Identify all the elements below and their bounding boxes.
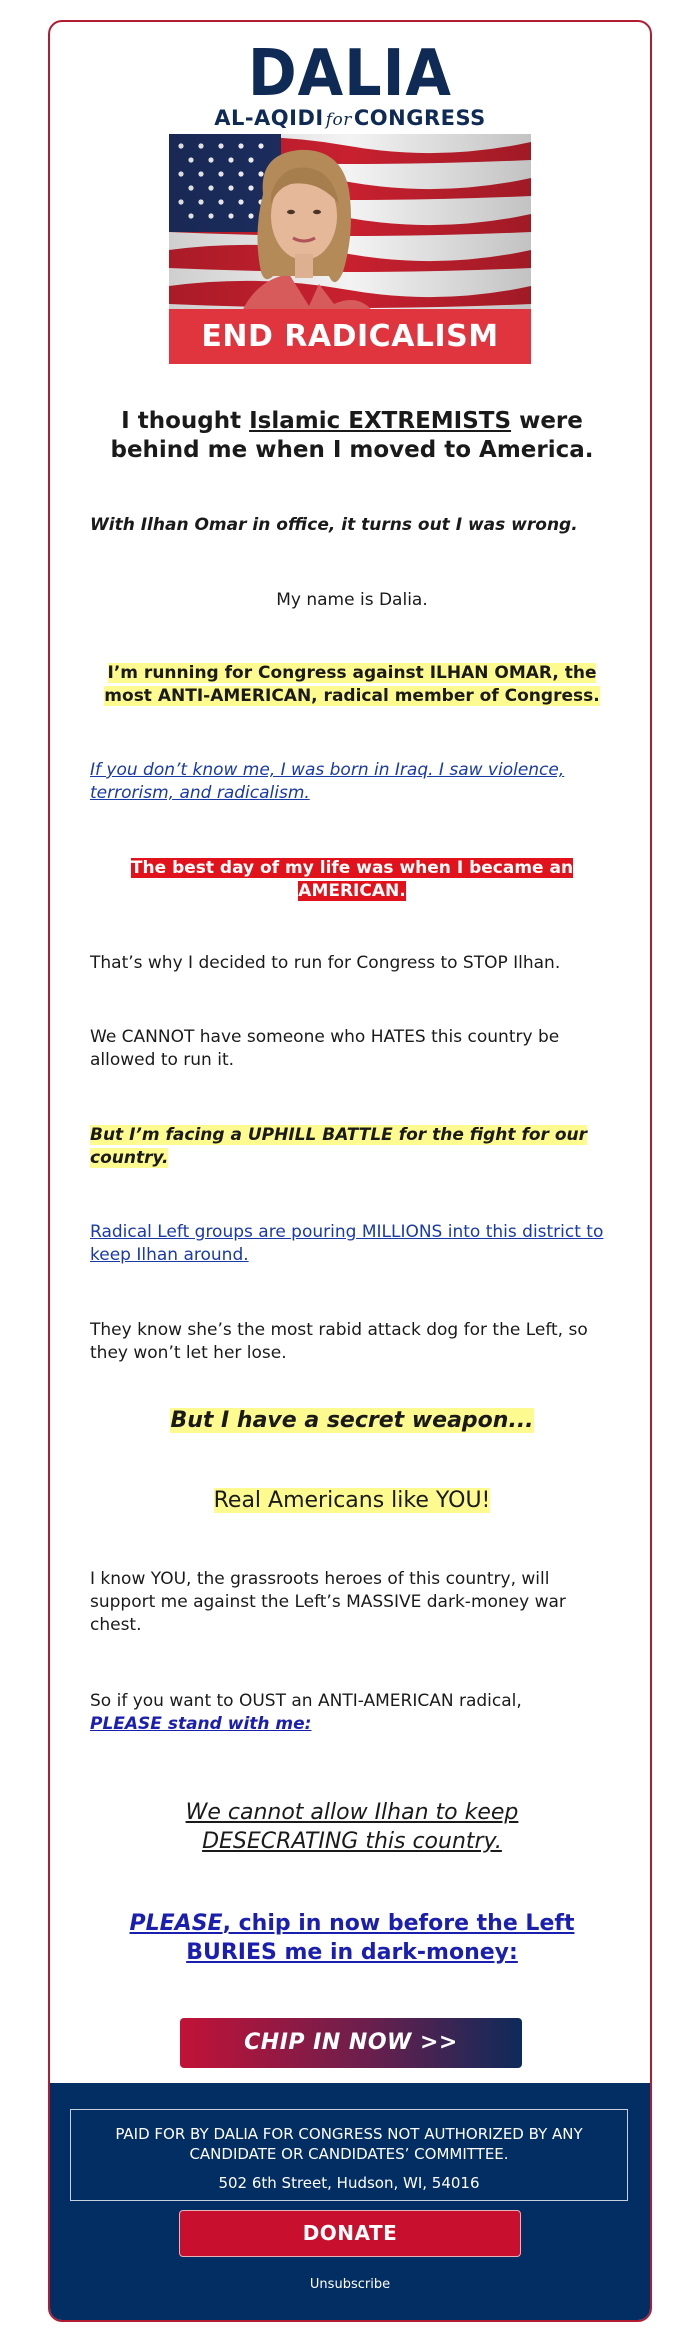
paragraph-uphill: [90, 1124, 614, 1170]
disclaimer-text: PAID FOR BY DALIA FOR CONGRESS NOT AUTHORIZED BY ANY CANDIDATE OR CANDIDATES’ COMMITTEE.: [115, 2125, 583, 2163]
highlight-running: I’m running for Congress against ILHAN OMAR, the most ANTI-AMERICAN, radical member of Congress.: [104, 663, 600, 706]
link-millions[interactable]: Radical Left groups are pouring MILLIONS into this district to keep Ilhan around.: [90, 1222, 604, 1265]
footer: [50, 2083, 650, 2320]
headline-link[interactable]: Islamic EXTREMISTS: [249, 408, 512, 434]
headline-part1: I thought: [121, 408, 250, 434]
paragraph-iraq: [90, 759, 614, 805]
paragraph-rabid: They know she’s the most rabid attack dog for the Left, so they won’t let her lose.: [90, 1320, 588, 1363]
unsubscribe-link[interactable]: Unsubscribe: [309, 2277, 391, 2292]
campaign-logo: [50, 37, 650, 132]
paragraph-oust: [90, 1690, 614, 1736]
headline-part2: were behind me when I moved to America.: [110, 408, 594, 463]
oust-text: So if you want to OUST an ANTI-AMERICAN radical,: [90, 1691, 522, 1711]
chip-in-now-button[interactable]: CHIP IN NOW >>: [180, 2018, 522, 2068]
chip-rest: , chip in now before the Left BURIES me in dark-money:: [186, 1911, 575, 1965]
paragraph-real-americans: [90, 1487, 614, 1516]
paragraph-millions: [90, 1221, 614, 1267]
hero-image: [169, 134, 531, 364]
logo-sub-left: AL-AQIDI: [214, 106, 324, 130]
paragraph-running: [90, 662, 614, 708]
email-card: [48, 20, 652, 2322]
paid-for-disclaimer: [70, 2109, 628, 2201]
link-chip-in[interactable]: [130, 1911, 575, 1965]
paragraph-chip-in: [120, 1909, 584, 1967]
chip-please: PLEASE: [129, 1911, 223, 1936]
logo-name: DALIA: [247, 37, 453, 111]
logo-sub-for: for: [325, 110, 352, 130]
donate-button[interactable]: DONATE: [179, 2210, 521, 2257]
address-text: 502 6th Street, Hudson, WI, 54016: [218, 2174, 480, 2192]
highlight-bestday: The best day of my life was when I became an AMERICAN.: [130, 858, 574, 901]
paragraph-bestday: [90, 857, 614, 903]
link-stand-with-me[interactable]: PLEASE stand with me:: [90, 1714, 312, 1734]
highlight-secret: But I have a secret weapon...: [170, 1408, 534, 1433]
paragraph-name: My name is Dalia.: [276, 590, 428, 610]
paragraph-secret: [90, 1407, 614, 1436]
highlight-real-americans: Real Americans like YOU!: [213, 1488, 491, 1513]
link-iraq[interactable]: If you don’t know me, I was born in Iraq. I saw violence, terrorism, and radicalism.: [90, 760, 565, 803]
logo-sub-right: CONGRESS: [353, 106, 486, 130]
highlight-uphill: But I’m facing a UPHILL BATTLE for the fight for our country.: [90, 1125, 588, 1168]
paragraph-grassroots: I know YOU, the grassroots heroes of this country, will support me against the Left’s MASSIVE dark-money war chest.: [90, 1569, 566, 1635]
hero-banner: END RADICALISM: [169, 309, 531, 364]
paragraph-stop: That’s why I decided to run for Congress to STOP Ilhan.: [90, 953, 561, 973]
paragraph-desecrating: We cannot allow Ilhan to keep DESECRATING this country.: [185, 1800, 519, 1854]
paragraph-hates: We CANNOT have someone who HATES this country be allowed to run it.: [90, 1027, 560, 1070]
paragraph-ilhan: With Ilhan Omar in office, it turns out I was wrong.: [90, 515, 578, 535]
headline: [100, 407, 604, 465]
